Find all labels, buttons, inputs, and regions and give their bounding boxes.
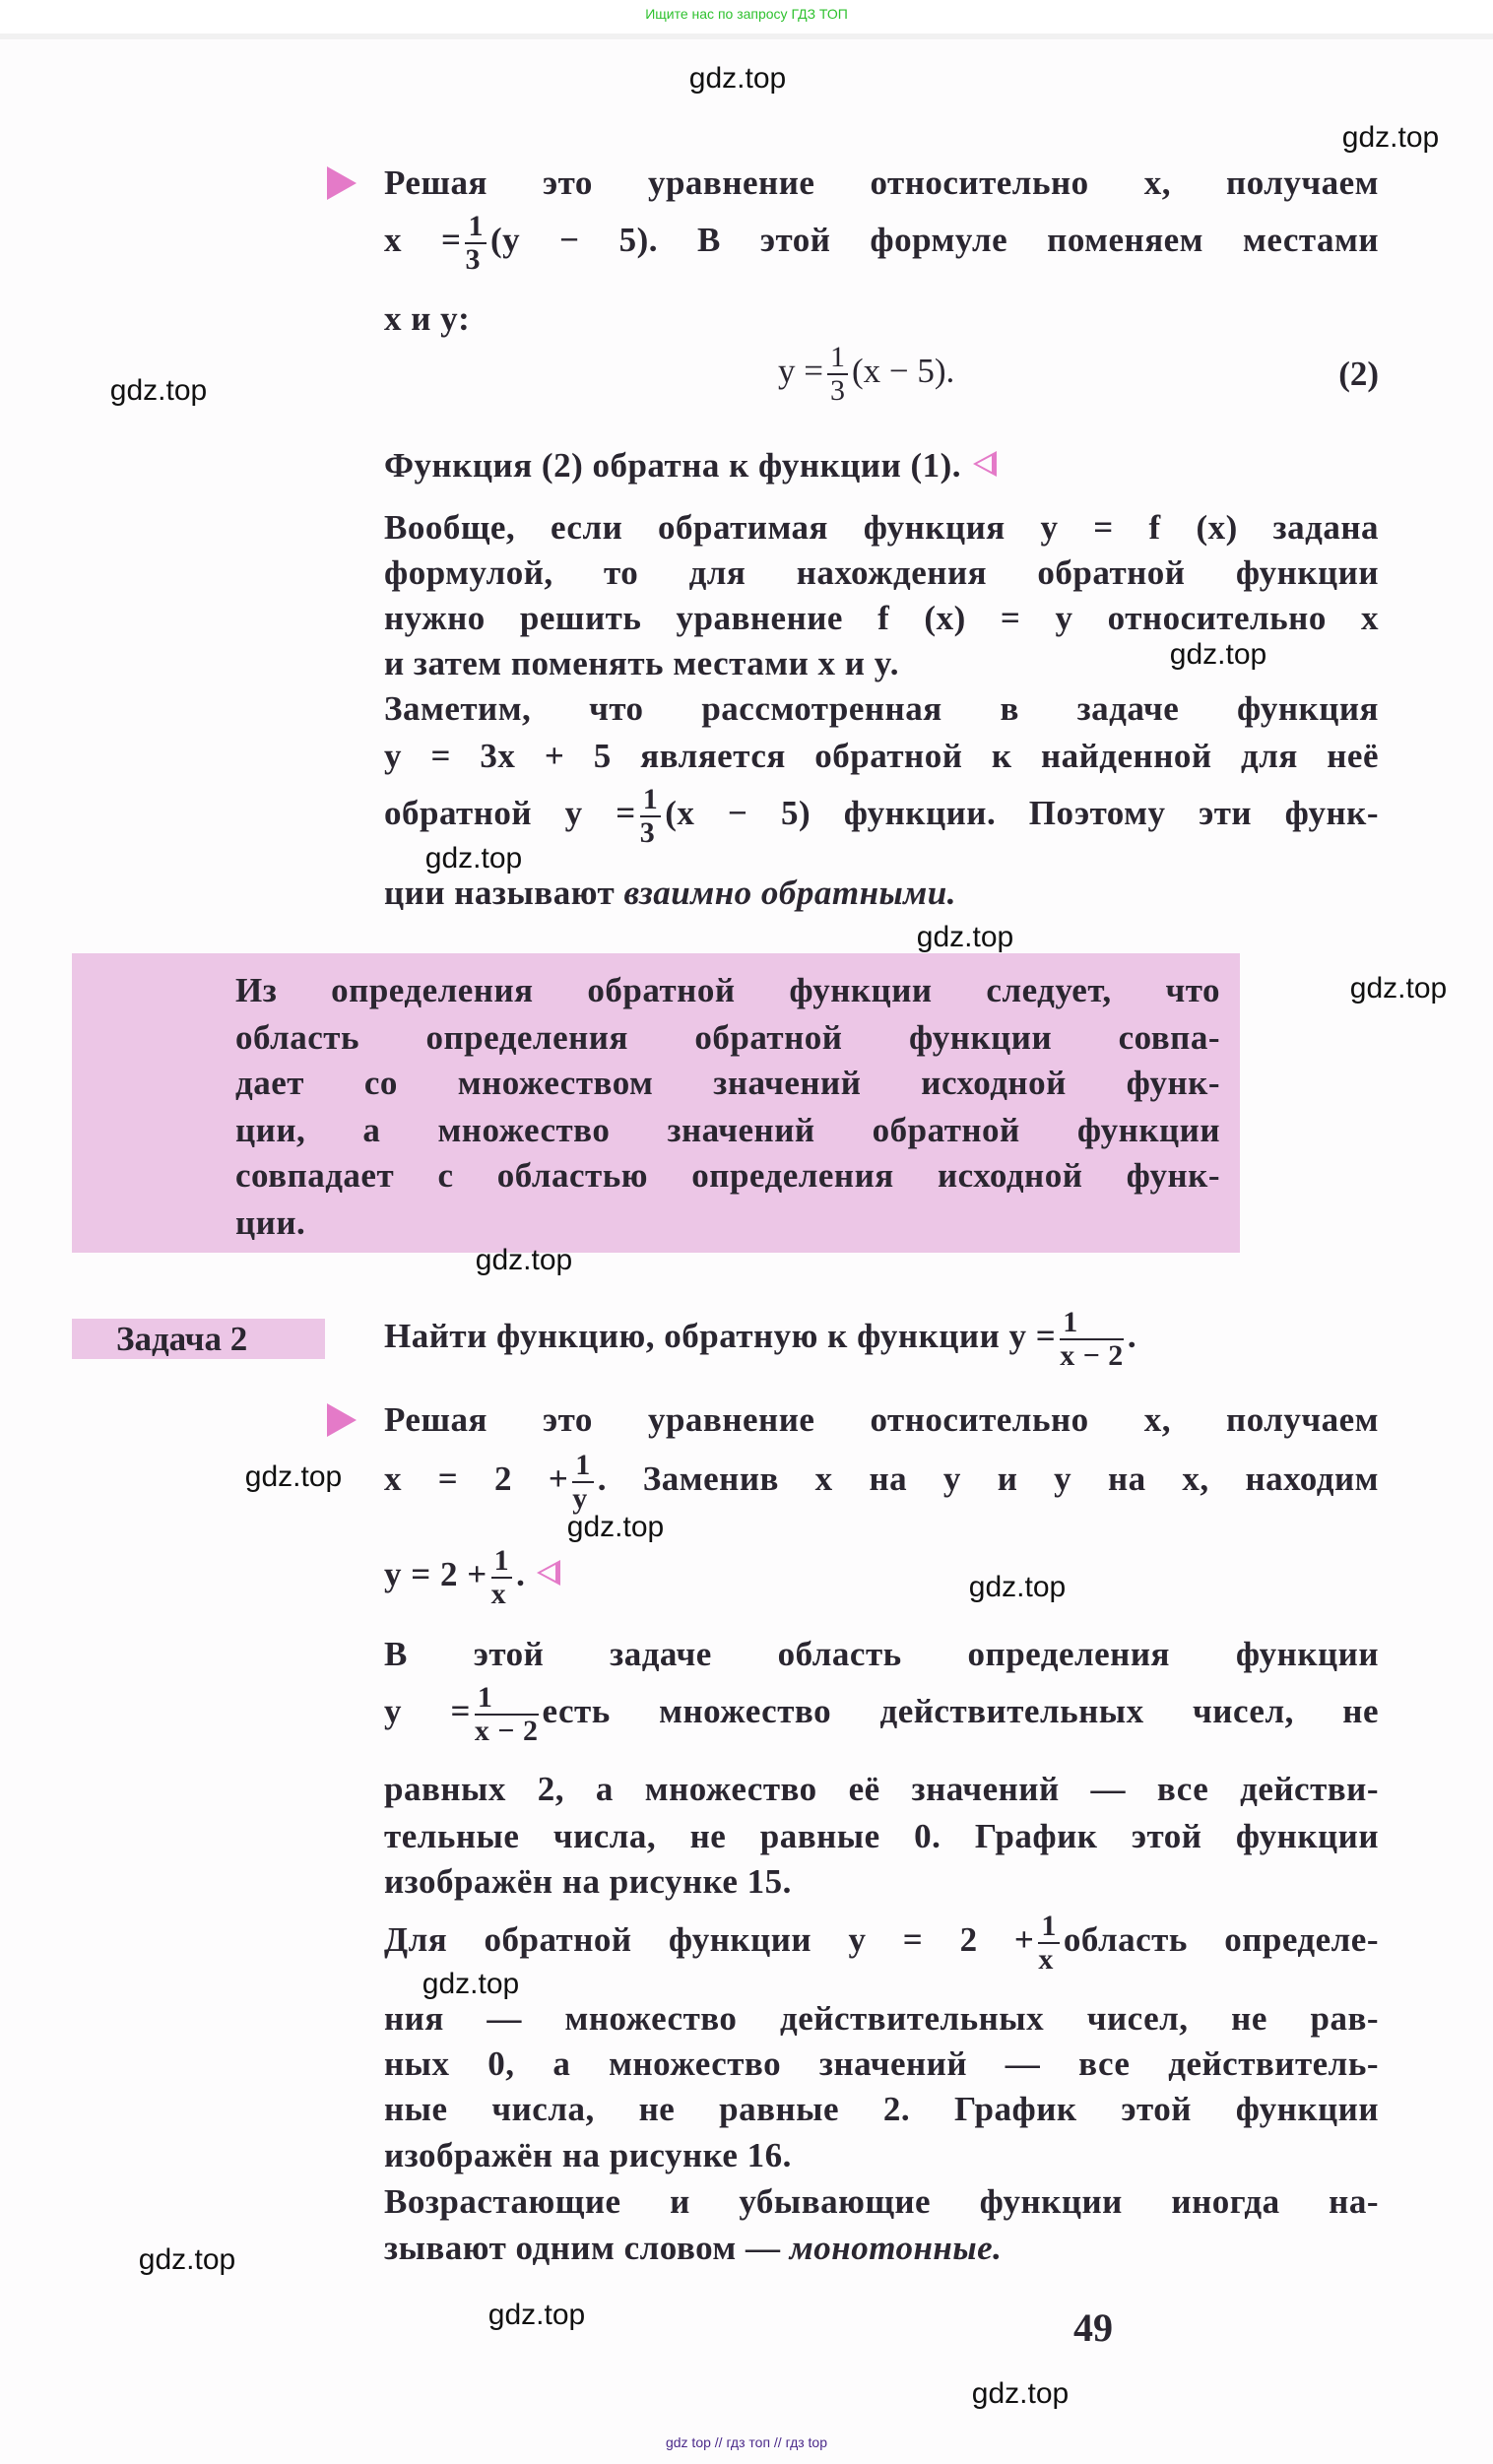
text-line: Решая это уравнение относительно x, получаем	[384, 163, 1379, 202]
text-line: Вообще, если обратимая функция y = f (x) задана	[384, 508, 1379, 547]
numerator: 1	[1038, 1911, 1060, 1944]
denominator: x	[1038, 1943, 1054, 1976]
fraction	[572, 1450, 594, 1515]
text-line: ные числа, не равные 2. График этой функции	[384, 2090, 1379, 2128]
watermark: gdz.top	[968, 1571, 1067, 1603]
text-line: x и y:	[384, 299, 471, 338]
text: Функция (2) обратна к функции (1).	[384, 446, 962, 485]
math: x = 2 +	[384, 1459, 569, 1499]
text-line: формулой, то для нахождения обратной функции	[384, 553, 1379, 592]
numerator: 1	[475, 1682, 539, 1716]
text-line	[384, 1911, 1379, 1976]
text-line: совпадает с областью определения исходной функ-	[235, 1156, 1220, 1195]
text-line: область определения обратной функции совпа-	[235, 1018, 1220, 1057]
math: x =	[384, 221, 462, 260]
solution-end-marker-icon	[537, 1560, 560, 1586]
footer-text[interactable]: gdz top // гдз топ // гдз top	[665, 2434, 828, 2450]
numerator: 1	[572, 1450, 594, 1483]
text-line: и затем поменять местами x и y.	[384, 644, 900, 682]
text-line: ции, а множество значений обратной функции	[235, 1111, 1220, 1149]
fraction	[475, 1682, 539, 1747]
text-line: Решая это уравнение относительно x, получаем	[384, 1400, 1379, 1439]
text-line: Заметим, что рассмотренная в задаче функция	[384, 689, 1379, 728]
solution-start-marker-icon	[327, 1403, 357, 1437]
term: взаимно обратными.	[623, 874, 956, 912]
text-line: дает со множеством значений исходной функ-	[235, 1064, 1220, 1102]
numerator: 1	[491, 1545, 513, 1579]
text: . Заменив x на y и y на x, находим	[597, 1459, 1379, 1499]
denominator: x	[490, 1578, 507, 1610]
numerator: 1	[465, 211, 487, 244]
text-line: Возрастающие и убывающие функции иногда на-	[384, 2182, 1379, 2221]
text: Найти функцию, обратную к функции y =	[384, 1317, 1057, 1356]
fraction	[640, 784, 662, 849]
watermark: gdz.top	[971, 2377, 1070, 2410]
math: y =	[778, 352, 823, 391]
math: Для обратной функции y = 2 +	[384, 1920, 1035, 1960]
watermark: gdz.top	[422, 1968, 520, 2000]
fraction	[827, 342, 848, 407]
task-question: Найти функцию, обратную к функции y = $\frac{1}{x - 2}$ .	[384, 1306, 1137, 1372]
text-line: y = 2 + $\frac{1}{x}$ .	[384, 1545, 1379, 1610]
watermark: gdz.top	[424, 842, 523, 875]
equation-number: (2)	[1338, 355, 1379, 393]
watermark: gdz.top	[1169, 638, 1267, 671]
text-line: равных 2, а множество её значений — все действи-	[384, 1770, 1379, 1808]
numerator: 1	[827, 342, 848, 375]
text: область определе-	[1063, 1920, 1379, 1960]
text-line	[384, 1682, 1379, 1747]
watermark: gdz.top	[244, 1460, 343, 1493]
watermark: gdz.top	[487, 2299, 586, 2331]
denominator: y	[572, 1482, 588, 1515]
text: зывают одним словом —	[384, 2229, 781, 2267]
denominator: x − 2	[474, 1715, 539, 1747]
text-line: изображён на рисунке 16.	[384, 2136, 792, 2174]
page-number: 49	[1073, 2305, 1113, 2350]
text-line: y = 3x + 5 является обратной к найденной для неё	[384, 737, 1379, 775]
term: монотонные.	[789, 2229, 1003, 2267]
text-line: ния — множество действительных чисел, не рав-	[384, 1999, 1379, 2038]
text-line: В этой задаче область определения функции	[384, 1635, 1379, 1673]
text: есть множество действительных чисел, не	[542, 1692, 1379, 1731]
denominator: x − 2	[1060, 1339, 1124, 1372]
math: (x − 5).	[852, 352, 955, 391]
watermark: gdz.top	[1341, 121, 1440, 154]
denominator: 3	[830, 374, 845, 407]
watermark: gdz.top	[1349, 972, 1448, 1005]
watermark: gdz.top	[109, 374, 208, 407]
numerator: 1	[640, 784, 662, 817]
watermark: gdz.top	[688, 62, 787, 95]
math: y =	[384, 1692, 471, 1731]
banner-text[interactable]: Ищите нас по запросу ГДЗ ТОП	[645, 6, 848, 22]
fraction	[465, 211, 487, 276]
text-line	[384, 211, 1379, 276]
denominator: 3	[465, 243, 481, 276]
text: (y − 5). В этой формуле поменяем местами	[489, 221, 1379, 260]
text-line	[384, 871, 1379, 916]
text-line: ции.	[235, 1203, 306, 1242]
math: y = 2 +	[384, 1555, 487, 1594]
fraction	[1060, 1307, 1124, 1372]
watermark: gdz.top	[475, 1244, 573, 1276]
text: обратной y =	[384, 794, 636, 833]
text-line: Из определения обратной функции следует, что	[235, 971, 1220, 1009]
denominator: 3	[639, 816, 656, 849]
watermark: gdz.top	[566, 1511, 665, 1543]
equation-2	[778, 342, 954, 407]
text-line: тельные числа, не равные 0. График этой функции	[384, 1817, 1379, 1855]
watermark: gdz.top	[138, 2243, 236, 2276]
task-label: Задача 2	[116, 1320, 248, 1358]
text: (x − 5) функции. Поэтому эти функ-	[665, 794, 1379, 833]
text-line: нужно решить уравнение f (x) = y относительно x	[384, 599, 1379, 637]
text-line	[384, 784, 1379, 849]
fraction	[1038, 1911, 1060, 1976]
text-line: изображён на рисунке 15.	[384, 1862, 792, 1901]
text-line: ных 0, а множество значений — все действитель-	[384, 2044, 1379, 2083]
solution-end-marker-icon	[973, 451, 997, 477]
watermark: gdz.top	[916, 921, 1014, 953]
numerator: 1	[1060, 1307, 1124, 1340]
text-line	[384, 1450, 1379, 1515]
fraction	[491, 1545, 513, 1610]
solution-start-marker-icon	[327, 166, 357, 200]
text-line	[384, 443, 1379, 488]
text-line	[384, 2226, 1379, 2271]
text: ции называют	[384, 874, 616, 912]
